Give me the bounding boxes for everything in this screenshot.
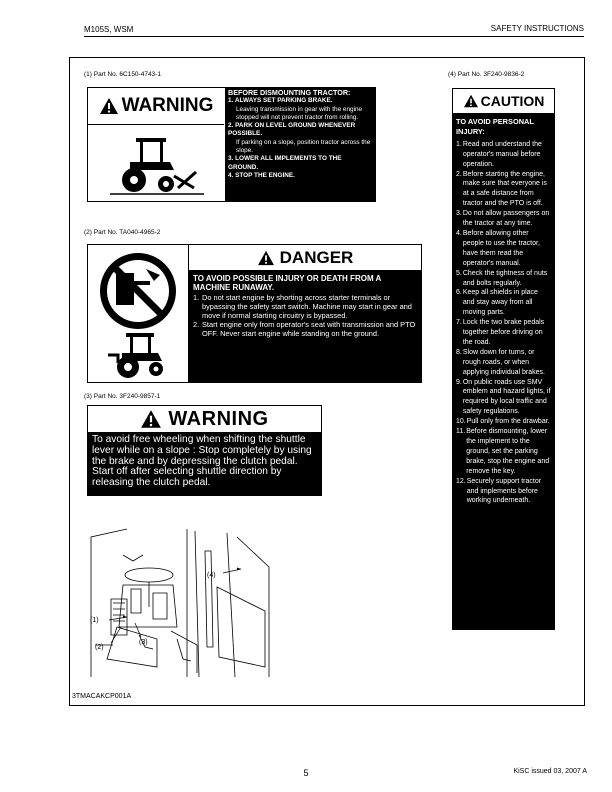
header-rule — [84, 36, 584, 37]
instruction-item-3: 3. Do not allow passengers on the tractor at any time. — [456, 210, 550, 228]
signal-word: WARNING — [168, 407, 269, 430]
instruction-title-2: 2. PARK ON LEVEL GROUND WHENEVER POSSIBLE. — [228, 122, 356, 138]
instruction-item-7: 7. Lock the two brake pedals together before driving on the road. — [456, 319, 545, 346]
warning-instructions — [225, 87, 376, 202]
signal-word: DANGER — [279, 247, 354, 267]
danger-header — [189, 245, 421, 271]
callout-3: (3) — [139, 639, 148, 646]
part-label-4: (4) Part No. 3F240-9836-2 — [448, 71, 525, 78]
section-title: SAFETY INSTRUCTIONS — [490, 24, 584, 33]
issue-info: KiSC issued 03, 2007 A — [513, 768, 587, 775]
instruction-item-8: 8. Slow down for turns, or rough roads, or when applying individual brakes. — [456, 348, 545, 376]
instruction-item-10: 10. Pull only from the drawbar. — [456, 418, 550, 426]
prohibition-icon — [88, 245, 187, 382]
instruction-item-5: 5. Check the tightness of nuts and bolts regularly. — [456, 269, 548, 287]
part-label-2: (2) Part No. TA040-4965-2 — [84, 229, 161, 236]
instruction-item-6: 6. Keep all shields in place and stay away from all moving parts. — [456, 289, 538, 317]
figure-code: 3TMACAKCP001A — [72, 693, 132, 700]
signal-word: CAUTION — [480, 93, 545, 109]
instruction-body-2: If parking on a slope, position tractor across the slope. — [236, 138, 371, 155]
instruction-item-1: 1. Read and understand the operator's manual before operation. — [456, 140, 542, 168]
caution-header — [453, 89, 554, 113]
instruction-title-1: 1. ALWAYS SET PARKING BRAKE. — [228, 97, 333, 105]
page-number: 5 — [303, 768, 309, 778]
instruction-heading: TO AVOID PERSONAL INJURY: — [456, 117, 534, 136]
danger-instructions — [189, 271, 422, 383]
warning-text: To avoid free wheeling when shifting the shuttle lever while on a slope : Stop completely by using the brake and by depressing the clutch pedal. Start off after selecting shuttle direction by releasing the clutch pedal. — [92, 434, 312, 489]
cab-location-illustration — [87, 527, 272, 682]
instruction-body-1: Leaving transmission in gear with the engine stopped will not prevent tractor from rolling. — [236, 105, 363, 121]
instruction-item-1: 1. Do not start engine by shorting across starter terminals or bypassing the safety start switch. Machine may start in gear and move if normal starting circuitry is bypassed. — [193, 293, 412, 320]
caution-instructions — [453, 115, 554, 508]
caution-decal — [452, 88, 555, 630]
instruction-title-3: 3. LOWER ALL IMPLEMENTS TO THE GROUND. — [228, 155, 342, 171]
instruction-heading: TO AVOID POSSIBLE INJURY OR DEATH FROM A MACHINE RUNAWAY. — [193, 274, 382, 292]
instruction-heading: BEFORE DISMOUNTING TRACTOR: — [228, 88, 351, 97]
callout-4: (4) — [207, 572, 216, 579]
no-shorting-pictogram — [88, 245, 189, 382]
part-label-1: (1) Part No. 6C150-4743-1 — [84, 71, 161, 78]
warning-header — [88, 406, 321, 432]
alert-triangle-icon — [257, 250, 275, 266]
instruction-title-4: 4. STOP THE ENGINE. — [228, 171, 295, 179]
instruction-item-12: 12. Securely support tractor and implements before working underneath. — [456, 477, 542, 505]
instruction-item-4: 4. Before allowing other people to use the tractor, have them read the operator's manual. — [456, 229, 540, 267]
warning-decal-shuttle — [87, 405, 322, 496]
instruction-item-2: 2. Before starting the engine, make sure that everyone is at a safe distance from tractor and the PTO is off. — [456, 170, 547, 208]
instruction-item-9: 9. On public roads use SMV emblem and hazard lights, if required by local traffic and safety regulations. — [456, 378, 551, 416]
alert-triangle-icon — [99, 97, 119, 115]
tractor-rolling-icon — [108, 132, 208, 196]
instruction-item-11: 11. Before dismounting, lower the implement to the ground, set the parking brake, stop the engine and remove the key. — [456, 428, 550, 475]
callout-2: (2) — [95, 644, 104, 651]
part-label-3: (3) Part No. 3F240-9857-1 — [84, 393, 161, 400]
alert-triangle-icon — [463, 94, 479, 108]
warning-decal-dismount — [87, 87, 376, 202]
danger-decal-runaway — [87, 244, 422, 383]
document-model: M105S, WSM — [84, 25, 134, 34]
warning-header — [88, 88, 224, 125]
tractor-cab-drawing — [87, 527, 272, 682]
signal-word: WARNING — [121, 95, 214, 116]
alert-triangle-icon — [140, 409, 162, 429]
instruction-item-2: 2. Start engine only from operator's seat with transmission and PTO OFF. Never start engine while standing on the ground. — [193, 320, 416, 338]
callout-1: (1) — [90, 617, 99, 624]
